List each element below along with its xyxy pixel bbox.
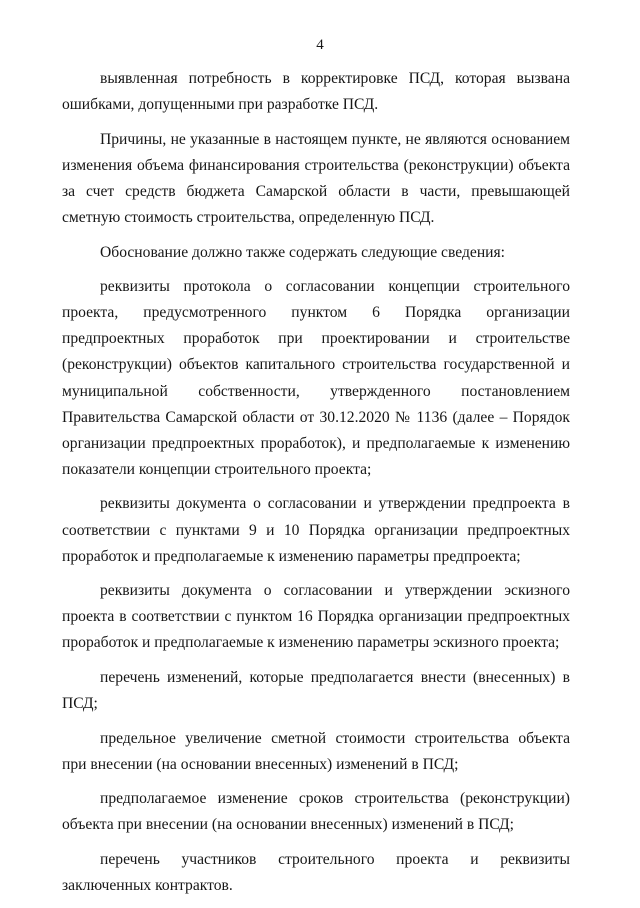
paragraph-sketch-project-document: реквизиты документа о согласовании и утверждении эскизного проекта в соответствии с пунктом 16 Порядка организации предпроектных проработок и предполагаемые к изменению параметры эскизного проекта; <box>62 582 570 652</box>
paragraph-identified-need: выявленная потребность в корректировке ПСД, которая вызвана ошибками, допущенными при разработке ПСД. <box>62 70 570 114</box>
paragraph-list-of-changes: перечень изменений, которые предполагается внести (внесенных) в ПСД; <box>62 668 570 713</box>
paragraph-other-reasons: Причины, не указанные в настоящем пункте, не являются основанием изменения объема финансирования строительства (реконструкции) объекта за счет средств бюджета Самарской области в части, превышающей сметную стоимость строительства, определенную ПСД. <box>62 130 570 226</box>
paragraph-justification-intro: Обоснование должно также содержать следующие сведения: <box>100 243 506 261</box>
paragraph-schedule-change: предполагаемое изменение сроков строительства (реконструкции) объекта при внесении (на основании внесенных) изменений в ПСД; <box>62 790 570 834</box>
paragraph-participants-contracts: перечень участников строительного проекта и реквизиты заключенных контрактов. <box>62 851 570 895</box>
paragraph-preproject-document: реквизиты документа о согласовании и утверждении предпроекта в соответствии с пунктами 9 и 10 Порядка организации предпроектных проработок и предполагаемые к изменению параметры предпроекта; <box>62 495 570 565</box>
document-body <box>62 66 570 908</box>
paragraph-cost-increase: предельное увеличение сметной стоимости строительства объекта при внесении (на основании внесенных) изменений в ПСД; <box>62 729 570 773</box>
page-number: 4 <box>316 37 324 53</box>
paragraph-concept-protocol: реквизиты протокола о согласовании концепции строительного проекта, предусмотренного пунктом 6 Порядка организации предпроектных проработок при проектировании и строительстве (реконструкции) объектов капитального строительства государственной и муниципальной собственности, утвержденного постановлением Правительства Самарской области от 30.12.2020 № 1136 (далее – Порядок организации предпроектных проработок), и предполагаемые к изменению показатели концепции строительного проекта; <box>62 278 570 478</box>
